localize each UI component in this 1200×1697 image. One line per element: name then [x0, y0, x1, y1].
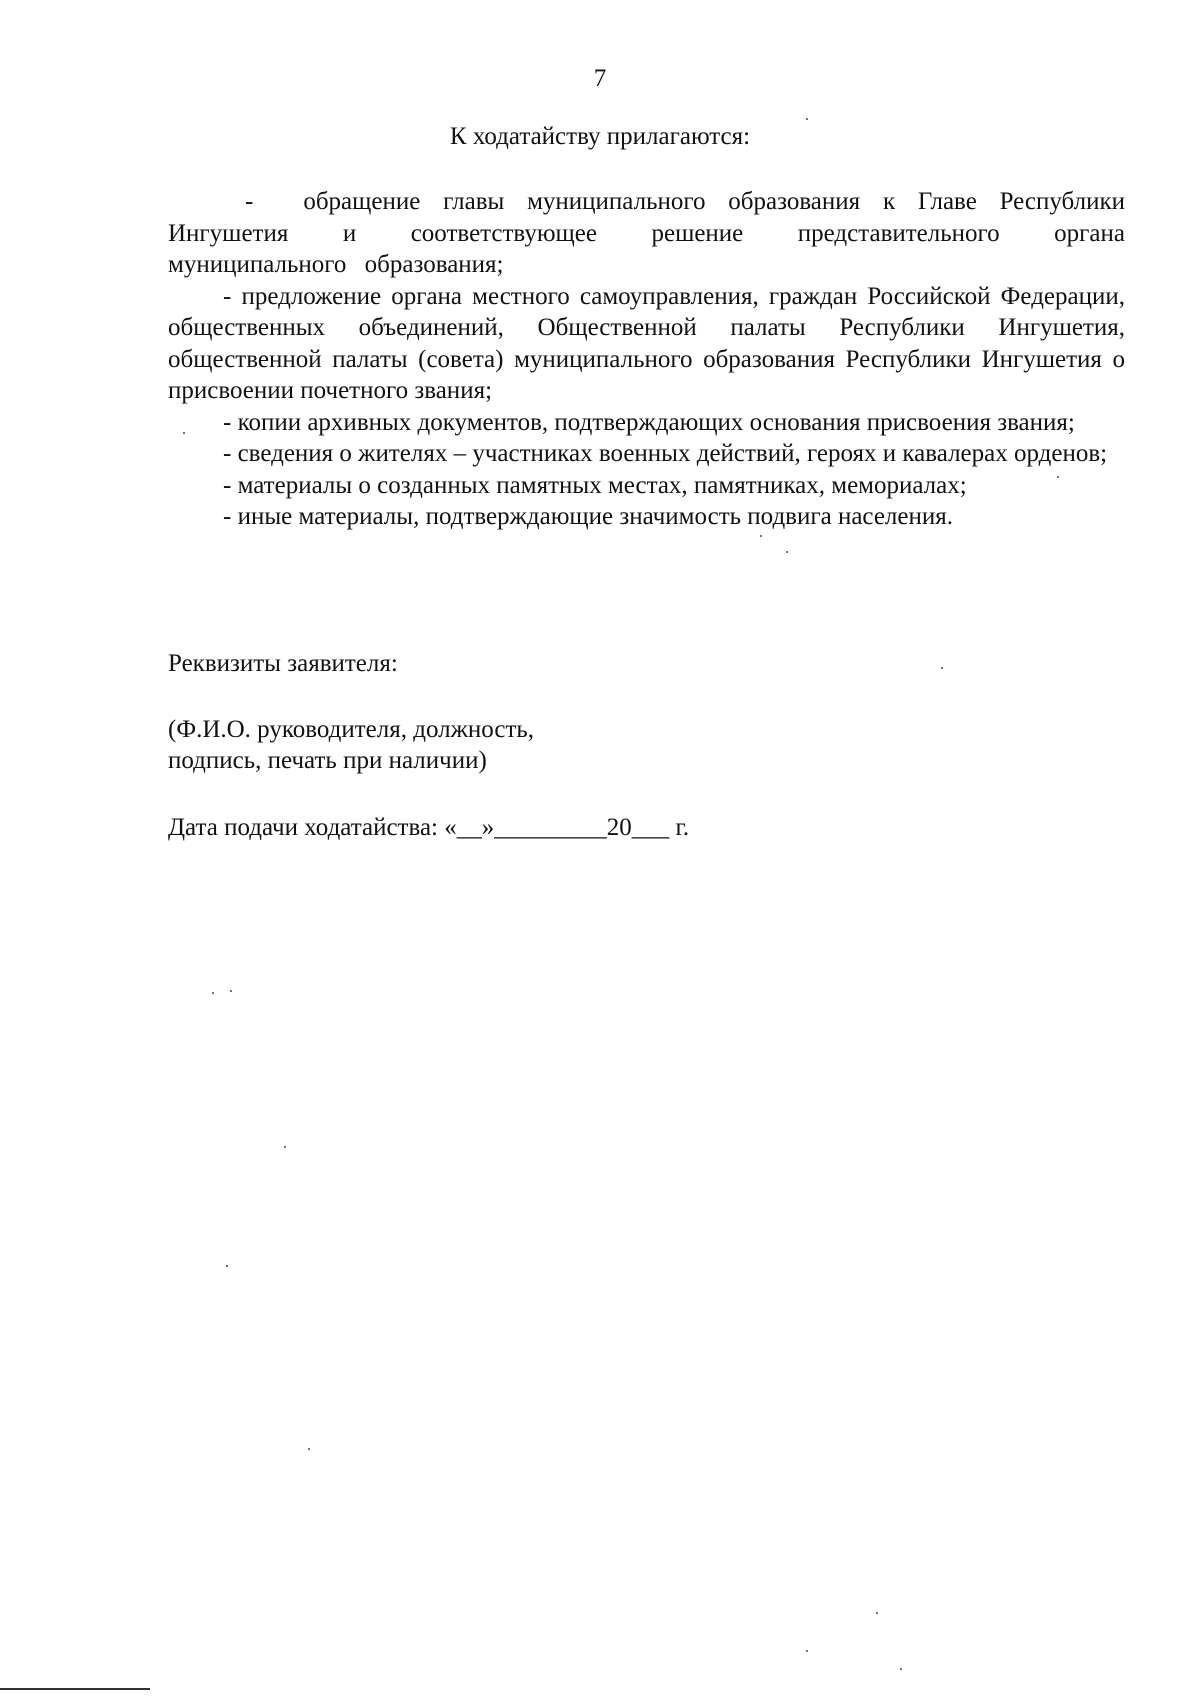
submission-date-line: Дата подачи ходатайства: «__»_________20___ г. — [168, 814, 690, 841]
scan-speck — [876, 1612, 878, 1614]
scan-speck — [230, 990, 232, 992]
signature-block — [168, 714, 534, 776]
attachment-item-memorial-materials: - материалы о созданных памятных местах, памятниках, мемориалах; — [223, 471, 967, 499]
attachment-item-proposal: - предложение органа местного самоуправления, граждан Российской Федерации, общественных объединений, Общественной палаты Республики Ингушетия, общественной палаты (совета) муниципального образования Республики Ингушетия о присвоении почетного звания; — [168, 282, 1125, 404]
attachment-item-archive-copies: - копии архивных документов, подтверждающих основания присвоения звания; — [223, 408, 1075, 436]
applicant-requisites-label: Реквизиты заявителя: — [168, 650, 398, 677]
attachment-item-appeal: - обращение главы муниципального образования к Главе Республики Ингушетия и соответствующее решение представительного органа муниципального образования; — [168, 188, 1125, 278]
attachments-list — [168, 186, 1125, 533]
attachment-item-residents-info: - сведения о жителях – участниках военных действий, героях и кавалерах орденов; — [223, 440, 1108, 467]
scan-speck — [183, 432, 185, 434]
scan-edge-line — [0, 1688, 150, 1690]
scan-speck — [900, 1668, 902, 1670]
signature-line-2: подпись, печать при наличии) — [168, 747, 487, 774]
attachments-heading: К ходатайству прилагаются: — [449, 123, 751, 150]
page-number: 7 — [593, 65, 607, 92]
scan-speck — [941, 667, 943, 669]
scan-speck — [308, 1448, 310, 1450]
scan-speck — [1057, 476, 1059, 478]
scan-speck — [284, 1146, 286, 1148]
scan-speck — [212, 992, 214, 994]
scan-speck — [786, 551, 788, 553]
scan-speck — [226, 1265, 228, 1267]
scan-speck — [806, 118, 808, 120]
signature-line-1: (Ф.И.О. руководителя, должность, — [168, 716, 535, 743]
scan-speck — [760, 535, 762, 537]
scan-speck — [806, 1650, 808, 1652]
attachment-item-other-materials: - иные материалы, подтверждающие значимость подвига населения. — [223, 503, 953, 530]
